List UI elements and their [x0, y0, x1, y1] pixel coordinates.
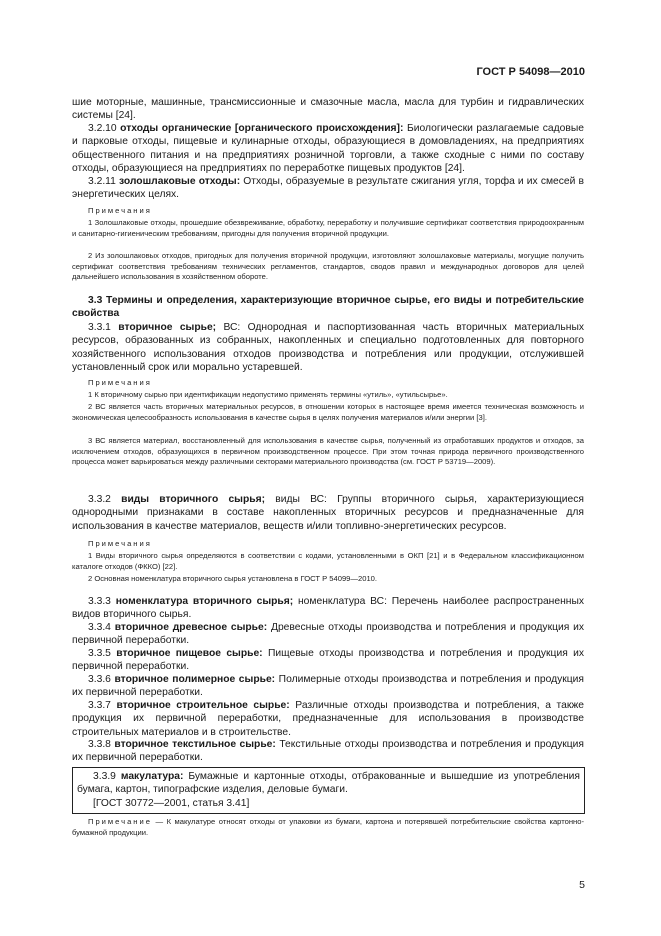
term-label: вторичное строительное сырье:: [116, 700, 290, 711]
text-run: номенклатура ВС: Перечень наиболее распространенных видов вторичного сырья.: [72, 596, 585, 621]
text-run: 3.2.11: [88, 176, 119, 187]
definition-paragraph: [72, 321, 584, 374]
text-run: 3.3.6: [88, 674, 115, 685]
note-paragraph: [72, 402, 584, 423]
text-run: Бумажные и картонные отходы, отбракованные и вышедшие из употребления бумага, картон, типографские изделия, деловые бумаги.: [77, 771, 581, 796]
text-run: 3.3.1: [88, 322, 119, 333]
text-run: 3.3.7: [88, 700, 117, 711]
note-paragraph: [72, 574, 584, 585]
text-run: Пищевые отходы производства и потребления и продукция их первичной переработки.: [72, 648, 585, 673]
note-label: Примечание: [88, 817, 152, 826]
text-run: 1 Виды вторичного сырья определяются в соответствии с кодами, установленными в ОКП [21] и в Федеральном классификационном каталоге отходов (ФККО) [22].: [72, 551, 584, 571]
definition-paragraph: [72, 493, 584, 533]
term-label: вторичное древесное сырье:: [114, 622, 268, 633]
text-run: 3.3.5: [88, 648, 117, 659]
notes-heading: [72, 206, 584, 217]
term-label: вторичное текстильное сырье:: [114, 739, 276, 750]
term-label: вторичное пищевое сырье:: [116, 648, 263, 659]
text-run: ВС: Однородная и паспортизованная часть вторичных материальных ресурсов, образованных из собранных, накопленных и специально подготовленных для повторного хозяйственного использования отходов производства и потребления или продукции, отслужившей установленный срок или морально устаревшей.: [72, 322, 585, 373]
notes-heading: [72, 539, 584, 550]
definition-paragraph: [72, 122, 584, 175]
term-label: макулатура:: [120, 771, 184, 782]
term-label: номенклатура вторичного сырья;: [115, 596, 294, 607]
definition-paragraph: [72, 595, 584, 622]
term-label: отходы органические [органического происхождения]:: [120, 123, 404, 134]
text-run: Древесные отходы производства и потребления и продукция их первичной переработки.: [72, 622, 585, 647]
text-run: Биологически разлагаемые садовые и парковые отходы, пищевые и кулинарные отходы, образующиеся в домовладениях, на предприятиях общественного питания и на предприятиях розничной торговли, а также сходные с ними по составу отходы, образующиеся на предприятиях по переработке пищевых продуктов [24].: [72, 123, 584, 174]
text-run: 1 К вторичному сырью при идентификации недопустимо применять термины «утиль», «утильсырье».: [88, 390, 448, 399]
note-paragraph: [72, 436, 584, 468]
definition-paragraph: [72, 96, 584, 123]
text-run: Отходы, образуемые в результате сжигания угля, торфа и их смесей в энергетических целях.: [72, 176, 584, 201]
term-label: вторичное сырье;: [118, 322, 217, 333]
boxed-definition: [72, 767, 585, 814]
source-reference: [ГОСТ 30772—2001, статья 3.41]: [93, 797, 250, 809]
text-run: Полимерные отходы производства и потребления и продукция их первичной переработки.: [72, 674, 584, 699]
term-label: вторичное полимерное сырье:: [114, 674, 276, 685]
text-run: Различные отходы производства и потребления, а также продукция их первичной переработки, предназначенные для использования в производстве строительных материалов и в строительстве.: [72, 700, 584, 738]
text-run: 3.3.9: [93, 771, 121, 782]
definition-paragraph: [72, 647, 584, 674]
note-paragraph: [72, 390, 584, 401]
text-run: 2 ВС является часть вторичных материальных ресурсов, в отношении которых в настоящее время имеется техническая возможность и экономическая целесообразность использования в качестве сырья в целях получения материалов и/или энергии [3].: [72, 402, 584, 422]
note-paragraph: [72, 817, 584, 838]
definition-paragraph: [72, 175, 584, 202]
text-run: Примечания: [88, 378, 152, 387]
text-run: 3.3.4: [88, 622, 115, 633]
section-heading: [72, 294, 584, 321]
boxed-definition-text: [77, 770, 580, 797]
text-run: 3.2.10: [88, 123, 121, 134]
definition-paragraph: [72, 738, 584, 765]
text-run: 3.3.3: [88, 596, 116, 607]
text-run: — К макулатуре относят отходы от упаковки из бумаги, картона и потерявшей потребительские свойства картонно-бумажной продукции.: [72, 817, 584, 837]
text-run: 3 ВС является материал, восстановленный для использования в качестве сырья, полученный из отработавших продуктов и отходов, за исключением отходов, образующихся в первичном производственном процессе. При этом точная природа первичного производственного процесса может варьироваться между различными секторами материального производства (см. ГОСТ Р 53719—2009).: [72, 436, 584, 467]
text-run: 3.3.8: [88, 739, 115, 750]
document-header: ГОСТ Р 54098—2010: [476, 66, 585, 78]
text-run: виды ВС: Группы вторичного сырья, характеризующиеся однородными признаками в составе накопленных вторичных ресурсов и предназначенные для использования в качестве материалов, веществ и/или топливно-энергетических ресурсов.: [72, 494, 584, 532]
text-run: 1 Золошлаковые отходы, прошедшие обезвреживание, обработку, переработку и получившие сертификат соответствия природоохранным и санитарно-гигиеническим требованиям, пригодны для получения вторичной продукции.: [72, 218, 584, 238]
term-label: виды вторичного сырья;: [121, 494, 266, 505]
term-label: 3.3 Термины и определения, характеризующие вторичное сырье, его виды и потребительские свойства: [72, 295, 584, 320]
term-label: золошлаковые отходы:: [118, 176, 241, 187]
text-run: 2 Из золошлаковых отходов, пригодных для получения вторичной продукции, изготовляют золошлаковые материалы, могущие получить сертификат соответствия требованиям технических регламентов, стандартов, сводов правил и международных договоров для целей дальнейшего использования в хозяйственном обороте.: [72, 251, 584, 282]
definition-paragraph: [72, 699, 584, 739]
text-run: Примечания: [88, 539, 152, 548]
note-paragraph: [72, 251, 584, 283]
text-run: Текстильные отходы производства и потребления и продукция их первичной переработки.: [72, 739, 584, 764]
page-number: 5: [579, 879, 585, 891]
note-paragraph: [72, 551, 584, 572]
text-run: 3.3.2: [88, 494, 122, 505]
definition-paragraph: [72, 621, 584, 648]
text-run: шие моторные, машинные, трансмиссионные и смазочные масла, масла для турбин и гидравлических системы [24].: [72, 97, 584, 122]
note-paragraph: [72, 218, 584, 239]
definition-paragraph: [72, 673, 584, 700]
notes-heading: [72, 378, 584, 389]
text-run: 2 Основная номенклатура вторичного сырья установлена в ГОСТ Р 54099—2010.: [88, 574, 378, 583]
text-run: Примечания: [88, 206, 152, 215]
